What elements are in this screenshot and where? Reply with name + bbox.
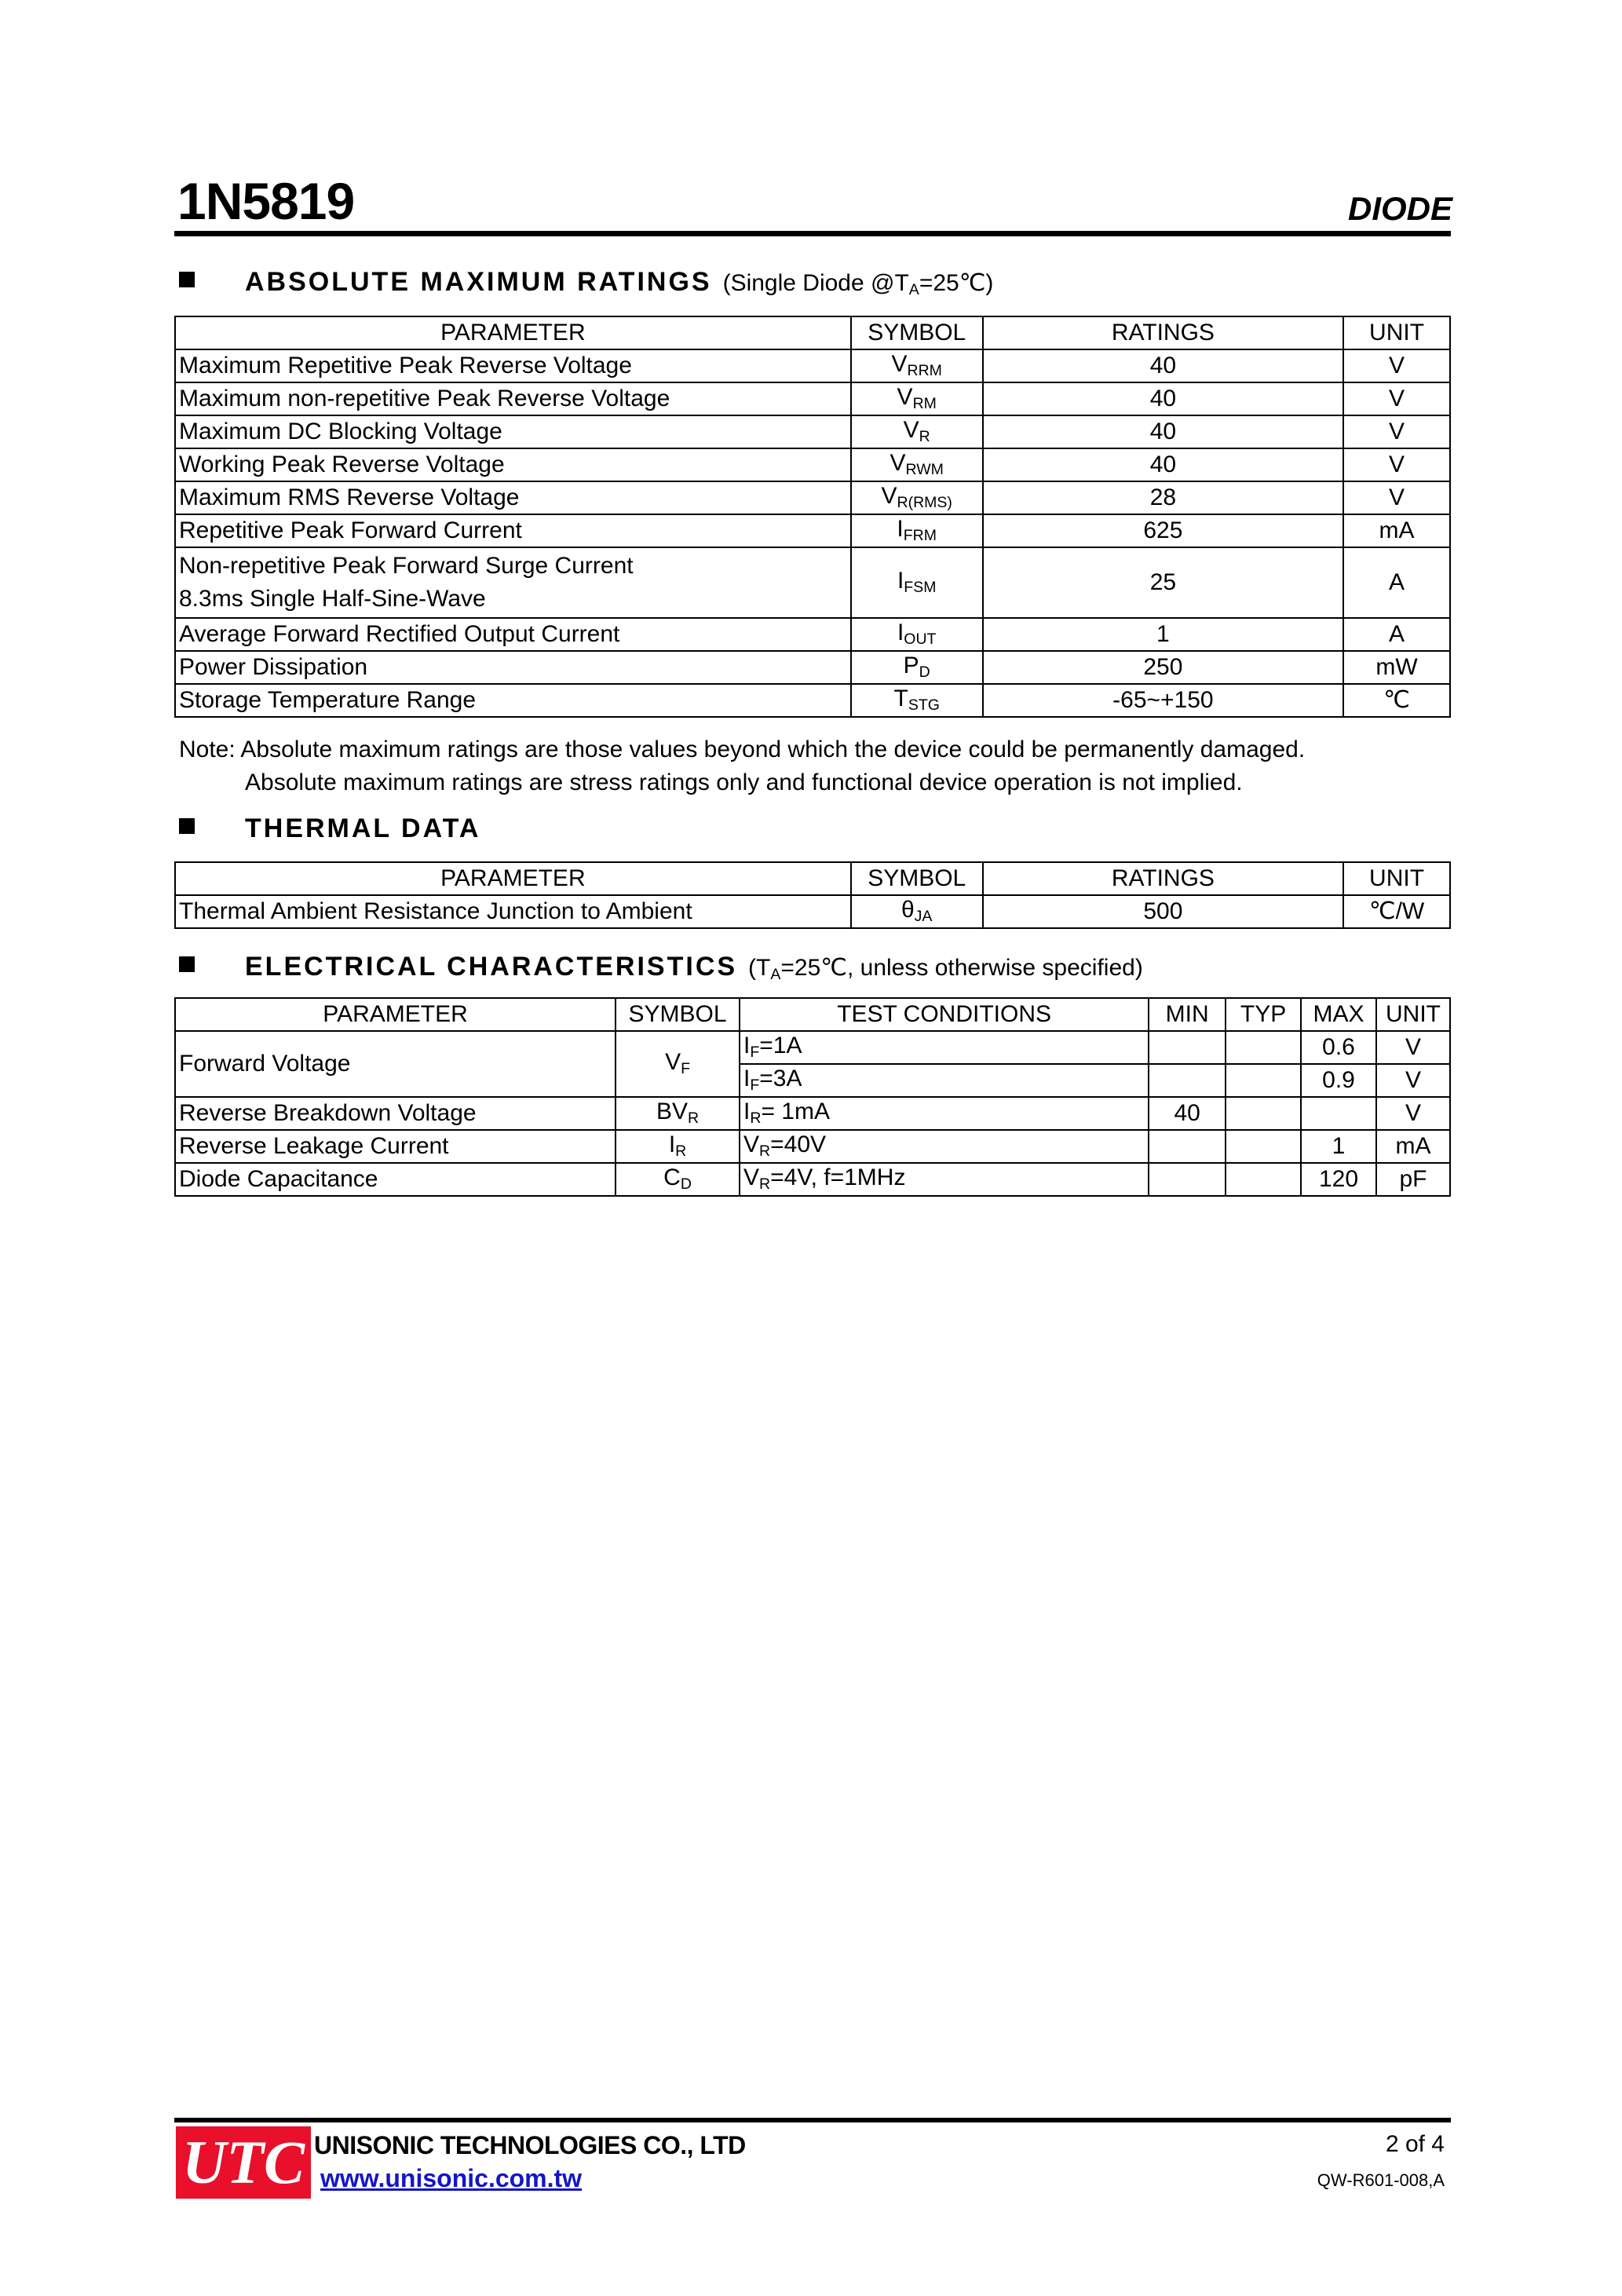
param-cell: Diode Capacitance: [175, 1163, 616, 1196]
col-header: UNIT: [1343, 862, 1450, 895]
symbol-cell: $V_F$: [616, 1031, 740, 1097]
symbol-cell: $BV_R$: [616, 1097, 740, 1130]
symbol-cell: $V_{R(RMS)}$: [851, 481, 983, 514]
min-cell: [1149, 1130, 1226, 1163]
doc-number: QW-R601-008,A: [1317, 2170, 1445, 2190]
max-cell: 1: [1301, 1130, 1376, 1163]
param-cell: Reverse Breakdown Voltage: [175, 1097, 616, 1130]
unit-cell: mA: [1343, 514, 1450, 547]
section-title-text: ABSOLUTE MAXIMUM RATINGS: [245, 267, 712, 297]
symbol-cell: $P_D$: [851, 651, 983, 684]
thermal-body: [175, 895, 1450, 928]
table-row: [175, 1163, 1450, 1196]
rating-cell: 25: [983, 547, 1343, 618]
section-electrical-title: [179, 952, 1143, 984]
footer-rule: [174, 2118, 1451, 2122]
param-cell: Repetitive Peak Forward Current: [175, 514, 851, 547]
unit-cell: V: [1343, 481, 1450, 514]
rating-cell: -65~+150: [983, 684, 1343, 717]
param-cell: Non-repetitive Peak Forward Surge Current 8.3ms Single Half-Sine-Wave: [175, 547, 851, 618]
col-header: MAX: [1301, 998, 1376, 1031]
table-row: [175, 349, 1450, 382]
table-row: [175, 618, 1450, 651]
unit-cell: pF: [1376, 1163, 1450, 1196]
table-row: [175, 481, 1450, 514]
unit-cell: V: [1343, 349, 1450, 382]
condition-cell: $I_F=3A$: [740, 1064, 1149, 1097]
table-row: [175, 382, 1450, 415]
param-cell: Maximum non-repetitive Peak Reverse Voltage: [175, 382, 851, 415]
min-cell: [1149, 1031, 1226, 1064]
unit-cell: V: [1343, 448, 1450, 481]
unit-cell: A: [1343, 547, 1450, 618]
param-cell: Maximum Repetitive Peak Reverse Voltage: [175, 349, 851, 382]
max-cell: 0.6: [1301, 1031, 1376, 1064]
condition-cell: $I_R= 1mA$: [740, 1097, 1149, 1130]
col-header: PARAMETER: [175, 862, 851, 895]
table-row: [175, 448, 1450, 481]
table-row: [175, 547, 1450, 618]
typ-cell: [1226, 1163, 1301, 1196]
condition-cell: $I_F=1A$: [740, 1031, 1149, 1064]
table-header-row: [175, 316, 1450, 349]
section-title-text: THERMAL DATA: [245, 813, 481, 843]
symbol-cell: $V_{RWM}$: [851, 448, 983, 481]
unit-cell: V: [1376, 1097, 1450, 1130]
rating-cell: 40: [983, 382, 1343, 415]
unit-cell: V: [1376, 1064, 1450, 1097]
square-bullet-icon: [179, 956, 195, 972]
note-line-2: Absolute maximum ratings are stress ratings only and functional device operation is not implied.: [245, 770, 1243, 795]
abs-max-body: [175, 349, 1450, 717]
section-thermal-title: [179, 813, 480, 844]
section-condition: (Single Diode $@T_A=25℃$): [722, 270, 994, 298]
condition-cell: $V_R=40V$: [740, 1130, 1149, 1163]
rating-cell: 40: [983, 415, 1343, 448]
symbol-cell: $I_{OUT}$: [851, 618, 983, 651]
part-number: 1N5819: [177, 172, 355, 230]
col-header: SYMBOL: [616, 998, 740, 1031]
note-line-1: Note: Absolute maximum ratings are those values beyond which the device could be permanently damaged.: [179, 737, 1306, 762]
rating-cell: 250: [983, 651, 1343, 684]
min-cell: 40: [1149, 1097, 1226, 1130]
table-row: [175, 895, 1450, 928]
param-cell: Forward Voltage: [175, 1031, 616, 1097]
unit-cell: V: [1343, 415, 1450, 448]
col-header: UNIT: [1343, 316, 1450, 349]
symbol-cell: $V_{RRM}$: [851, 349, 983, 382]
header-rule: [174, 231, 1451, 236]
table-header-row: [175, 998, 1450, 1031]
unit-cell: A: [1343, 618, 1450, 651]
symbol-cell: $I_R$: [616, 1130, 740, 1163]
max-cell: [1301, 1097, 1376, 1130]
rating-cell: 40: [983, 349, 1343, 382]
doc-type: DIODE: [1347, 190, 1452, 227]
max-cell: 120: [1301, 1163, 1376, 1196]
table-header-row: [175, 862, 1450, 895]
symbol-cell: $C_D$: [616, 1163, 740, 1196]
square-bullet-icon: [179, 272, 195, 287]
param-cell: Storage Temperature Range: [175, 684, 851, 717]
col-header: PARAMETER: [175, 998, 616, 1031]
table-row: [175, 684, 1450, 717]
square-bullet-icon: [179, 818, 195, 834]
table-row: [175, 651, 1450, 684]
symbol-cell: $T_{STG}$: [851, 684, 983, 717]
param-cell: Thermal Ambient Resistance Junction to Ambient: [175, 895, 851, 928]
section-condition: ($T_A=25℃$, unless otherwise specified): [748, 955, 1143, 983]
unit-cell: mA: [1376, 1130, 1450, 1163]
symbol-cell: $V_{RM}$: [851, 382, 983, 415]
table-row: [175, 1097, 1450, 1130]
company-name: UNISONIC TECHNOLOGIES CO., LTD: [314, 2131, 746, 2159]
param-cell: Power Dissipation: [175, 651, 851, 684]
electrical-body: [175, 1031, 1450, 1196]
col-header: SYMBOL: [851, 862, 983, 895]
symbol-cell: $V_R$: [851, 415, 983, 448]
col-header: MIN: [1149, 998, 1226, 1031]
rating-cell: 1: [983, 618, 1343, 651]
min-cell: [1149, 1064, 1226, 1097]
col-header: RATINGS: [983, 316, 1343, 349]
col-header: TYP: [1226, 998, 1301, 1031]
unit-cell: mW: [1343, 651, 1450, 684]
condition-cell: $V_R=4V$, f=1MHz: [740, 1163, 1149, 1196]
param-cell: Average Forward Rectified Output Current: [175, 618, 851, 651]
col-header: UNIT: [1376, 998, 1450, 1031]
symbol-cell: $I_{FRM}$: [851, 514, 983, 547]
param-cell: Maximum RMS Reverse Voltage: [175, 481, 851, 514]
electrical-table: [174, 997, 1451, 1197]
col-header: PARAMETER: [175, 316, 851, 349]
table-row: [175, 1130, 1450, 1163]
website-link[interactable]: www.unisonic.com.tw: [320, 2164, 583, 2192]
typ-cell: [1226, 1064, 1301, 1097]
rating-cell: 28: [983, 481, 1343, 514]
unit-cell: V: [1376, 1031, 1450, 1064]
typ-cell: [1226, 1130, 1301, 1163]
section-title-text: ELECTRICAL CHARACTERISTICS: [245, 952, 738, 982]
table-row: [175, 1031, 1450, 1064]
param-cell: Reverse Leakage Current: [175, 1130, 616, 1163]
rating-cell: 625: [983, 514, 1343, 547]
utc-logo: UTC: [176, 2126, 311, 2199]
thermal-table: [174, 861, 1451, 929]
typ-cell: [1226, 1097, 1301, 1130]
col-header: TEST CONDITIONS: [740, 998, 1149, 1031]
unit-cell: ℃/W: [1343, 895, 1450, 928]
col-header: SYMBOL: [851, 316, 983, 349]
table-row: [175, 415, 1450, 448]
min-cell: [1149, 1163, 1226, 1196]
rating-cell: 40: [983, 448, 1343, 481]
param-cell: Working Peak Reverse Voltage: [175, 448, 851, 481]
max-cell: 0.9: [1301, 1064, 1376, 1097]
symbol-cell: $I_{FSM}$: [851, 547, 983, 618]
unit-cell: V: [1343, 382, 1450, 415]
section-abs-max-title: [179, 267, 993, 299]
typ-cell: [1226, 1031, 1301, 1064]
abs-max-table: [174, 316, 1451, 718]
rating-cell: 500: [983, 895, 1343, 928]
unit-cell: ℃: [1343, 684, 1450, 717]
col-header: RATINGS: [983, 862, 1343, 895]
table-row: [175, 514, 1450, 547]
page-number: 2 of 4: [1385, 2131, 1445, 2157]
symbol-cell: $\theta_{JA}$: [851, 895, 983, 928]
param-cell: Maximum DC Blocking Voltage: [175, 415, 851, 448]
